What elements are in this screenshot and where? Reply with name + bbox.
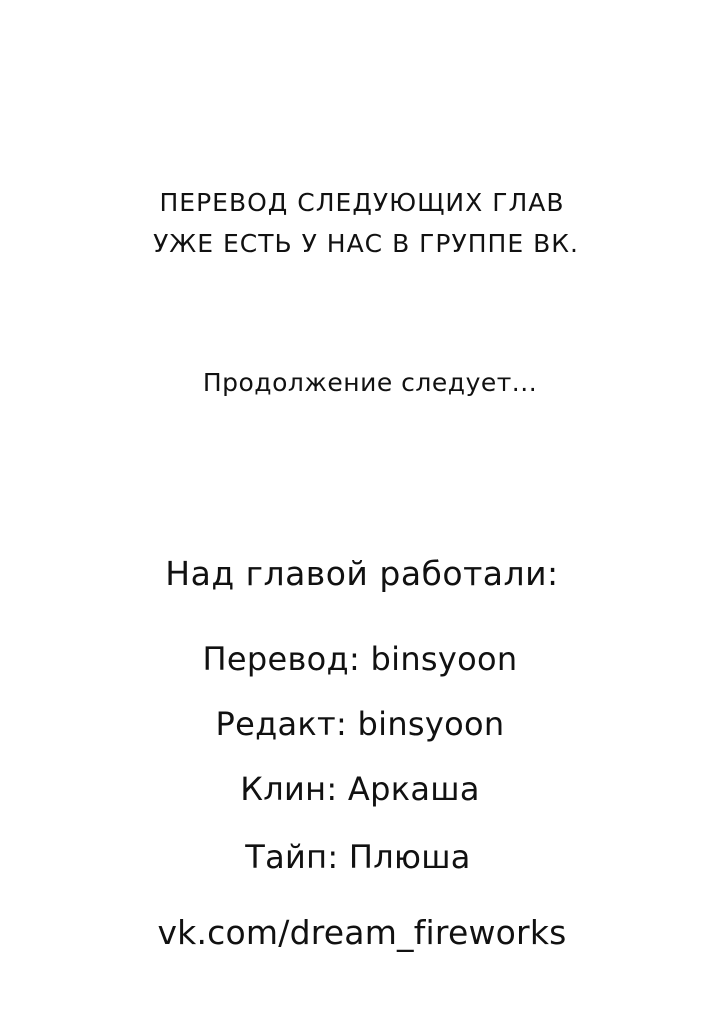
- credit-editing: Редакт: binsyoon: [215, 705, 505, 743]
- credit-cleaning: Клин: Аркаша: [240, 770, 480, 808]
- group-notice-line-1: ПЕРЕВОД СЛЕДУЮЩИХ ГЛАВ: [159, 188, 565, 217]
- group-notice-line-2: УЖЕ ЕСТЬ У НАС В ГРУППЕ ВК.: [153, 229, 579, 258]
- credit-typesetting: Тайп: Плюша: [245, 838, 471, 876]
- credits-title: Над главой работали:: [165, 554, 559, 593]
- vk-group-link[interactable]: vk.com/dream_fireworks: [157, 913, 567, 952]
- continuation-text: Продолжение следует...: [202, 368, 538, 397]
- credit-translation: Перевод: binsyoon: [202, 640, 518, 678]
